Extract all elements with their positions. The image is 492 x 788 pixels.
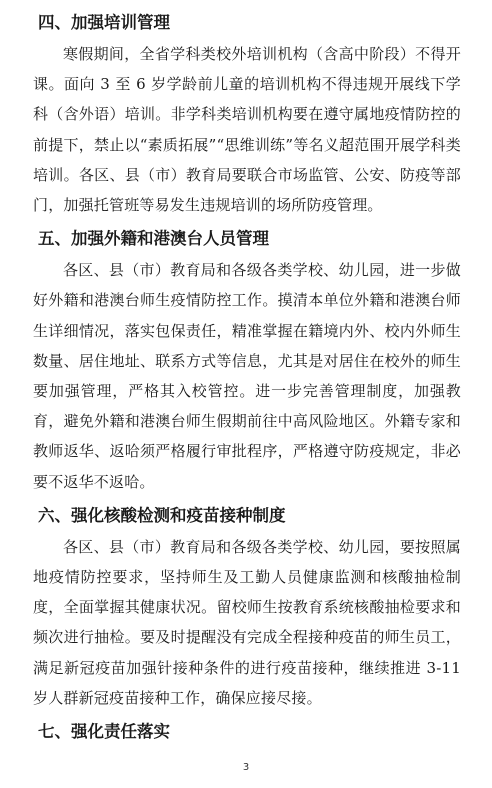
section-body-foreign-staff: 各区、县（市）教育局和各级各类学校、幼儿园，进一步做好外籍和港澳台师生疫情防控工作。摸清本单位外籍和港澳台师生详细情况，落实包保责任，精准掌握在籍境内外、校内外师生数量、居住地址、联系方式等信息，尤其是对居住在校外的师生要加强管理，严格其入校管控。进一步完善管理制度，加强教育，避免外籍和港澳台师生假期前往中高风险地区。外籍专家和教师返华、返哈须严格履行审批程序，严格遵守防疫规定，非必要不返华不返哈。 (33, 261, 461, 491)
page-number: 3 (242, 762, 250, 773)
section-heading-training: 四、加强培训管理 (38, 13, 170, 32)
document-page (33, 6, 461, 748)
section-heading-testing-vaccination: 六、强化核酸检测和疫苗接种制度 (38, 505, 286, 525)
section-heading-responsibility: 七、强化责任落实 (38, 722, 170, 742)
section-body-training: 寒假期间，全省学科类校外培训机构（含高中阶段）不得开课。面向 3 至 6 岁学龄前儿童的培训机构不得违规开展线下学科（含外语）培训。非学科类培训机构要在遵守属地疫情防控的前提下，禁止以“素质拓展”“思维训练”等名义超范围开展学科类培训。各区、县（市）教育局要联合市场监管、公安、防疫等部门，加强托管班等易发生违规培训的场所防疫管理。 (33, 45, 461, 215)
section-body-testing-vaccination: 各区、县（市）教育局和各级各类学校、幼儿园，要按照属地疫情防控要求，坚持师生及工勤人员健康监测和核酸抽检制度，全面掌握其健康状况。留校师生按教育系统核酸抽检要求和频次进行抽检。要及时提醒没有完成全程接种疫苗的师生员工，满足新冠疫苗加强针接种条件的进行疫苗接种，继续推进 3-11 岁人群新冠疫苗接种工作，确保应接尽接。 (33, 537, 461, 707)
section-heading-foreign-staff: 五、加强外籍和港澳台人员管理 (38, 229, 269, 249)
